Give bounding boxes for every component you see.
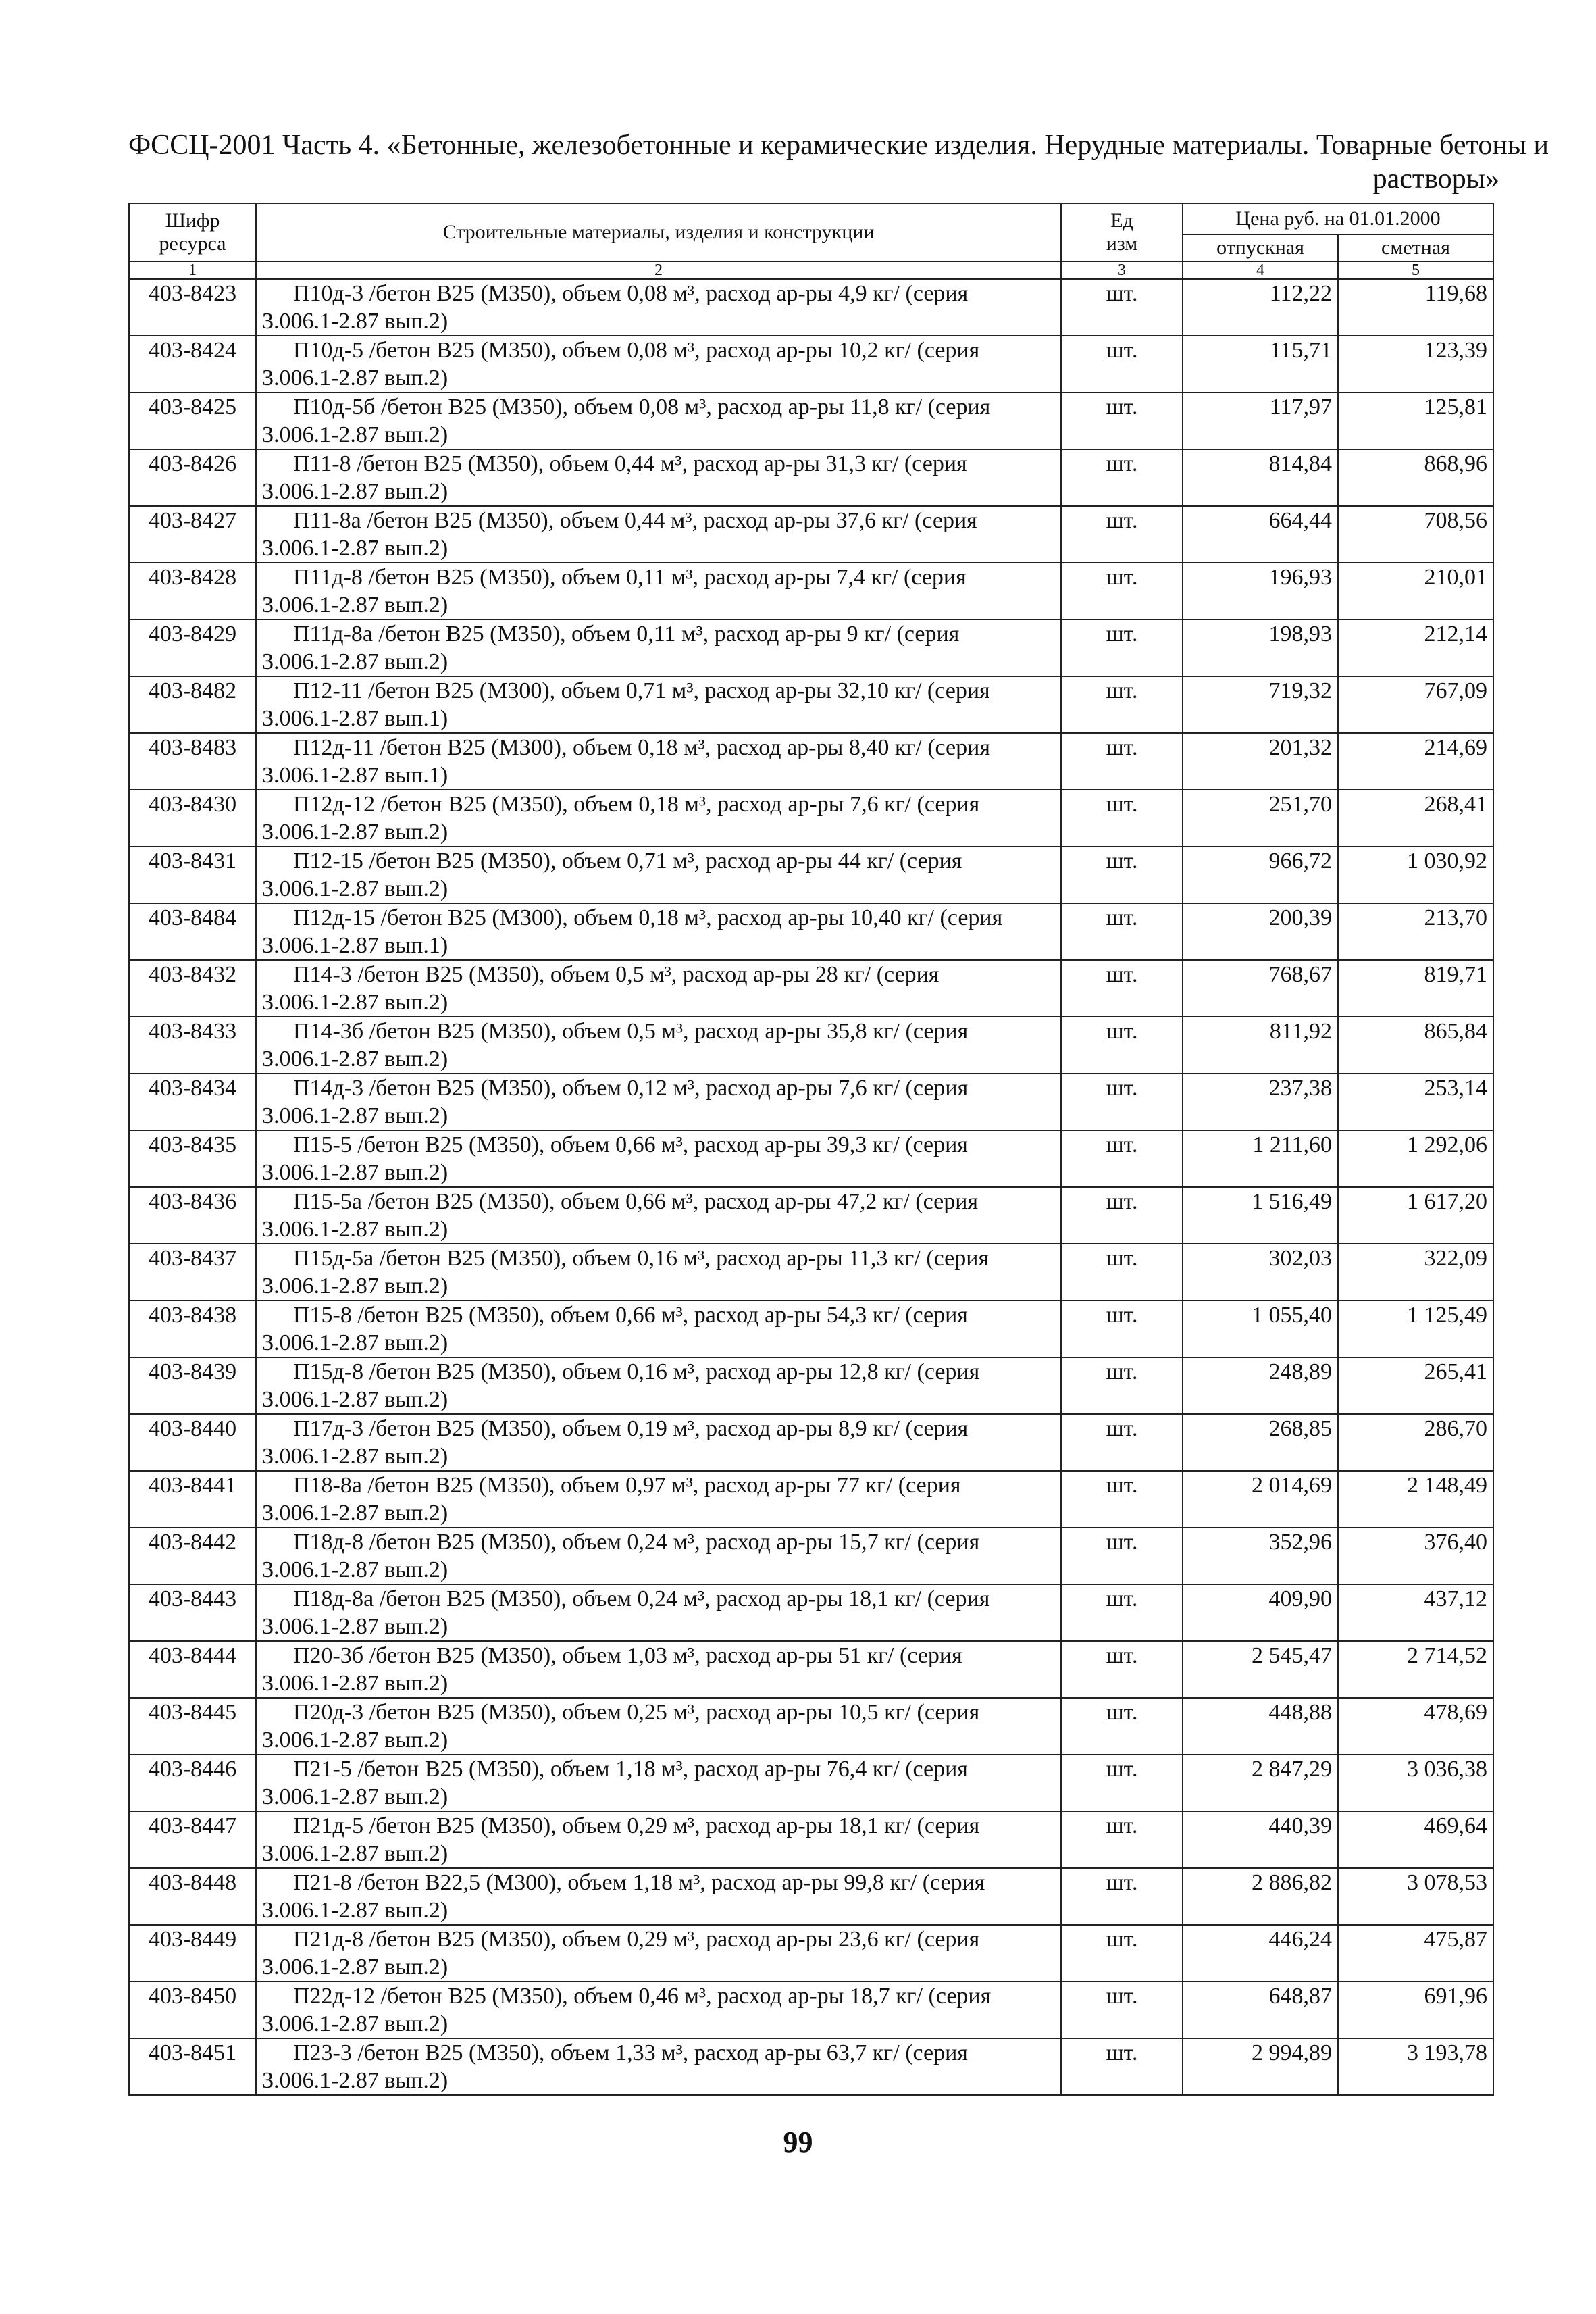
description-line: П15-5а /бетон В25 (М350), объем 0,66 м³, расход ар-ры 47,2 кг/ (серия	[293, 1189, 979, 1214]
column-numbers-row	[129, 261, 1493, 279]
material-description	[256, 336, 1061, 393]
resource-code: 403-8438	[129, 1301, 256, 1357]
material-description	[256, 2038, 1061, 2095]
table-row	[129, 903, 1493, 960]
table-row	[129, 1584, 1493, 1641]
description-line: П12д-12 /бетон В25 (М350), объем 0,18 м³, расход ар-ры 7,6 кг/ (серия	[293, 792, 980, 817]
description-line: П20-3б /бетон В25 (М350), объем 1,03 м³, расход ар-ры 51 кг/ (серия	[293, 1643, 962, 1668]
material-description	[256, 1811, 1061, 1868]
price-estimate: 469,64	[1338, 1811, 1493, 1868]
material-description	[256, 1357, 1061, 1414]
description-series: 3.006.1-2.87 вып.2)	[262, 1387, 448, 1412]
description-series: 3.006.1-2.87 вып.2)	[262, 1841, 448, 1866]
material-description	[256, 1301, 1061, 1357]
resource-code: 403-8429	[129, 620, 256, 676]
price-estimate: 2 148,49	[1338, 1471, 1493, 1528]
unit: шт.	[1061, 336, 1183, 393]
table-row	[129, 1755, 1493, 1811]
table-row	[129, 1414, 1493, 1471]
resource-code: 403-8437	[129, 1244, 256, 1301]
header-price-group: Цена руб. на 01.01.2000	[1183, 203, 1493, 234]
resource-code: 403-8427	[129, 506, 256, 563]
unit: шт.	[1061, 1017, 1183, 1074]
material-description	[256, 563, 1061, 620]
resource-code: 403-8451	[129, 2038, 256, 2095]
description-series: 3.006.1-2.87 вып.2)	[262, 1614, 448, 1639]
unit: шт.	[1061, 1528, 1183, 1584]
unit: шт.	[1061, 449, 1183, 506]
table-row	[129, 1074, 1493, 1130]
price-release: 446,24	[1183, 1925, 1338, 1982]
unit: шт.	[1061, 1755, 1183, 1811]
resource-code: 403-8426	[129, 449, 256, 506]
material-description	[256, 1471, 1061, 1528]
unit: шт.	[1061, 1074, 1183, 1130]
description-series: 3.006.1-2.87 вып.2)	[262, 1330, 448, 1355]
description-line: П11д-8 /бетон В25 (М350), объем 0,11 м³, расход ар-ры 7,4 кг/ (серия	[293, 565, 967, 590]
price-estimate: 865,84	[1338, 1017, 1493, 1074]
price-release: 2 545,47	[1183, 1641, 1338, 1698]
resource-code: 403-8444	[129, 1641, 256, 1698]
table-row	[129, 1471, 1493, 1528]
description-line: П14-3б /бетон В25 (М350), объем 0,5 м³, расход ар-ры 35,8 кг/ (серия	[293, 1019, 969, 1044]
description-line: П11д-8а /бетон В25 (М350), объем 0,11 м³, расход ар-ры 9 кг/ (серия	[293, 622, 960, 647]
price-estimate: 322,09	[1338, 1244, 1493, 1301]
price-estimate: 437,12	[1338, 1584, 1493, 1641]
material-description	[256, 1584, 1061, 1641]
table-row	[129, 960, 1493, 1017]
price-release: 352,96	[1183, 1528, 1338, 1584]
resource-code: 403-8424	[129, 336, 256, 393]
price-estimate: 214,69	[1338, 733, 1493, 790]
price-estimate: 1 617,20	[1338, 1187, 1493, 1244]
table-row	[129, 1868, 1493, 1925]
page-number: 99	[783, 2126, 813, 2159]
table-row	[129, 563, 1493, 620]
table-row	[129, 1244, 1493, 1301]
price-release: 251,70	[1183, 790, 1338, 847]
table-row	[129, 1130, 1493, 1187]
price-release: 1 211,60	[1183, 1130, 1338, 1187]
resource-code: 403-8428	[129, 563, 256, 620]
material-description	[256, 960, 1061, 1017]
unit: шт.	[1061, 1130, 1183, 1187]
material-description	[256, 1641, 1061, 1698]
description-line: П21д-8 /бетон В25 (М350), объем 0,29 м³, расход ар-ры 23,6 кг/ (серия	[293, 1927, 980, 1952]
description-series: 3.006.1-2.87 вып.1)	[262, 933, 448, 958]
material-description	[256, 1414, 1061, 1471]
price-release: 811,92	[1183, 1017, 1338, 1074]
price-release: 2 886,82	[1183, 1868, 1338, 1925]
description-series: 3.006.1-2.87 вып.2)	[262, 1501, 448, 1526]
price-estimate: 376,40	[1338, 1528, 1493, 1584]
price-estimate: 286,70	[1338, 1414, 1493, 1471]
description-series: 3.006.1-2.87 вып.2)	[262, 593, 448, 618]
price-release: 1 055,40	[1183, 1301, 1338, 1357]
price-release: 2 994,89	[1183, 2038, 1338, 2095]
description-line: П18д-8 /бетон В25 (М350), объем 0,24 м³, расход ар-ры 15,7 кг/ (серия	[293, 1530, 980, 1555]
table-row	[129, 1357, 1493, 1414]
price-estimate: 819,71	[1338, 960, 1493, 1017]
unit: шт.	[1061, 393, 1183, 449]
unit: шт.	[1061, 2038, 1183, 2095]
unit: шт.	[1061, 790, 1183, 847]
description-line: П21-5 /бетон В25 (М350), объем 1,18 м³, расход ар-ры 76,4 кг/ (серия	[293, 1757, 968, 1782]
price-release: 268,85	[1183, 1414, 1338, 1471]
column-number: 2	[256, 261, 1061, 279]
document-header	[128, 128, 1549, 196]
unit: шт.	[1061, 733, 1183, 790]
description-series: 3.006.1-2.87 вып.2)	[262, 366, 448, 391]
description-line: П10д-5б /бетон В25 (М350), объем 0,08 м³, расход ар-ры 11,8 кг/ (серия	[293, 395, 991, 420]
unit: шт.	[1061, 847, 1183, 903]
resource-code: 403-8431	[129, 847, 256, 903]
unit: шт.	[1061, 1244, 1183, 1301]
description-series: 3.006.1-2.87 вып.2)	[262, 309, 448, 334]
price-estimate: 265,41	[1338, 1357, 1493, 1414]
price-release: 196,93	[1183, 563, 1338, 620]
header-unit: Ед изм	[1061, 203, 1183, 261]
description-series: 3.006.1-2.87 вып.2)	[262, 1274, 448, 1299]
material-description	[256, 1528, 1061, 1584]
price-release: 200,39	[1183, 903, 1338, 960]
unit: шт.	[1061, 1187, 1183, 1244]
price-estimate: 1 030,92	[1338, 847, 1493, 903]
header-title-line2: растворы»	[1372, 164, 1499, 195]
material-description	[256, 1925, 1061, 1982]
unit: шт.	[1061, 1584, 1183, 1641]
price-estimate: 212,14	[1338, 620, 1493, 676]
table-row	[129, 1301, 1493, 1357]
description-line: П11-8а /бетон В25 (М350), объем 0,44 м³, расход ар-ры 37,6 кг/ (серия	[293, 508, 977, 533]
table-row	[129, 1187, 1493, 1244]
price-estimate: 1 292,06	[1338, 1130, 1493, 1187]
price-estimate: 253,14	[1338, 1074, 1493, 1130]
description-series: 3.006.1-2.87 вып.2)	[262, 990, 448, 1015]
material-description	[256, 1982, 1061, 2038]
description-line: П21-8 /бетон В22,5 (М300), объем 1,18 м³, расход ар-ры 99,8 кг/ (серия	[293, 1870, 985, 1895]
price-estimate: 123,39	[1338, 336, 1493, 393]
description-line: П20д-3 /бетон В25 (М350), объем 0,25 м³, расход ар-ры 10,5 кг/ (серия	[293, 1700, 980, 1725]
description-line: П21д-5 /бетон В25 (М350), объем 0,29 м³, расход ар-ры 18,1 кг/ (серия	[293, 1813, 980, 1838]
table-row	[129, 1017, 1493, 1074]
description-series: 3.006.1-2.87 вып.2)	[262, 1784, 448, 1809]
resource-code: 403-8434	[129, 1074, 256, 1130]
resource-code: 403-8433	[129, 1017, 256, 1074]
price-estimate: 708,56	[1338, 506, 1493, 563]
price-release: 966,72	[1183, 847, 1338, 903]
unit: шт.	[1061, 1982, 1183, 2038]
unit: шт.	[1061, 563, 1183, 620]
price-estimate: 1 125,49	[1338, 1301, 1493, 1357]
column-number: 4	[1183, 261, 1338, 279]
header-code: Шифр ресурса	[129, 203, 256, 261]
material-description	[256, 1074, 1061, 1130]
description-line: П10д-5 /бетон В25 (М350), объем 0,08 м³, расход ар-ры 10,2 кг/ (серия	[293, 338, 980, 363]
table-row	[129, 790, 1493, 847]
description-series: 3.006.1-2.87 вып.2)	[262, 1728, 448, 1753]
description-line: П12-15 /бетон В25 (М350), объем 0,71 м³, расход ар-ры 44 кг/ (серия	[293, 849, 962, 874]
table-row	[129, 279, 1493, 336]
material-description	[256, 1017, 1061, 1074]
price-release: 440,39	[1183, 1811, 1338, 1868]
table-row	[129, 2038, 1493, 2095]
description-series: 3.006.1-2.87 вып.2)	[262, 1671, 448, 1696]
description-series: 3.006.1-2.87 вып.1)	[262, 706, 448, 731]
material-description	[256, 449, 1061, 506]
material-description	[256, 903, 1061, 960]
price-release: 664,44	[1183, 506, 1338, 563]
material-description	[256, 506, 1061, 563]
table-row	[129, 1925, 1493, 1982]
price-estimate: 478,69	[1338, 1698, 1493, 1755]
resource-code: 403-8425	[129, 393, 256, 449]
description-line: П22д-12 /бетон В25 (М350), объем 0,46 м³, расход ар-ры 18,7 кг/ (серия	[293, 1984, 992, 2009]
unit: шт.	[1061, 506, 1183, 563]
material-description	[256, 279, 1061, 336]
description-line: П10д-3 /бетон В25 (М350), объем 0,08 м³, расход ар-ры 4,9 кг/ (серия	[293, 281, 969, 306]
resource-code: 403-8440	[129, 1414, 256, 1471]
price-estimate: 125,81	[1338, 393, 1493, 449]
unit: шт.	[1061, 676, 1183, 733]
description-series: 3.006.1-2.87 вып.2)	[262, 1103, 448, 1128]
description-series: 3.006.1-2.87 вып.2)	[262, 1955, 448, 1980]
material-description	[256, 1187, 1061, 1244]
price-release: 117,97	[1183, 393, 1338, 449]
table-row	[129, 1811, 1493, 1868]
description-line: П15д-8 /бетон В25 (М350), объем 0,16 м³, расход ар-ры 12,8 кг/ (серия	[293, 1359, 980, 1384]
price-release: 112,22	[1183, 279, 1338, 336]
material-description	[256, 733, 1061, 790]
description-line: П18-8а /бетон В25 (М350), объем 0,97 м³, расход ар-ры 77 кг/ (серия	[293, 1473, 961, 1498]
price-release: 302,03	[1183, 1244, 1338, 1301]
material-description	[256, 1755, 1061, 1811]
unit: шт.	[1061, 1868, 1183, 1925]
header-description: Строительные материалы, изделия и конструкции	[256, 203, 1061, 261]
description-series: 3.006.1-2.87 вып.2)	[262, 649, 448, 674]
column-number: 3	[1061, 261, 1183, 279]
price-table	[128, 203, 1494, 2096]
unit: шт.	[1061, 620, 1183, 676]
resource-code: 403-8435	[129, 1130, 256, 1187]
resource-code: 403-8430	[129, 790, 256, 847]
price-estimate: 3 078,53	[1338, 1868, 1493, 1925]
table-row	[129, 1982, 1493, 2038]
unit: шт.	[1061, 279, 1183, 336]
price-release: 448,88	[1183, 1698, 1338, 1755]
table-row	[129, 676, 1493, 733]
description-line: П15-5 /бетон В25 (М350), объем 0,66 м³, расход ар-ры 39,3 кг/ (серия	[293, 1132, 968, 1157]
header-title-line1: ФССЦ-2001 Часть 4. «Бетонные, железобетонные и керамические изделия. Нерудные материалы. Товарные бетоны и	[128, 130, 1549, 161]
price-release: 2 014,69	[1183, 1471, 1338, 1528]
material-description	[256, 1698, 1061, 1755]
price-estimate: 868,96	[1338, 449, 1493, 506]
resource-code: 403-8484	[129, 903, 256, 960]
description-series: 3.006.1-2.87 вып.2)	[262, 2068, 448, 2093]
resource-code: 403-8446	[129, 1755, 256, 1811]
resource-code: 403-8432	[129, 960, 256, 1017]
resource-code: 403-8441	[129, 1471, 256, 1528]
description-line: П12-11 /бетон В25 (М300), объем 0,71 м³, расход ар-ры 32,10 кг/ (серия	[293, 678, 990, 703]
table-row	[129, 620, 1493, 676]
description-series: 3.006.1-2.87 вып.2)	[262, 820, 448, 845]
unit: шт.	[1061, 1301, 1183, 1357]
table-row	[129, 449, 1493, 506]
material-description	[256, 847, 1061, 903]
price-release: 768,67	[1183, 960, 1338, 1017]
resource-code: 403-8445	[129, 1698, 256, 1755]
header-price-release: отпускная	[1183, 234, 1338, 261]
description-series: 3.006.1-2.87 вып.2)	[262, 1217, 448, 1242]
table-row	[129, 1698, 1493, 1755]
price-release: 719,32	[1183, 676, 1338, 733]
price-estimate: 767,09	[1338, 676, 1493, 733]
table-row	[129, 336, 1493, 393]
price-estimate: 3 036,38	[1338, 1755, 1493, 1811]
material-description	[256, 620, 1061, 676]
description-series: 3.006.1-2.87 вып.2)	[262, 2011, 448, 2036]
description-series: 3.006.1-2.87 вып.2)	[262, 1898, 448, 1923]
resource-code: 403-8443	[129, 1584, 256, 1641]
resource-code: 403-8442	[129, 1528, 256, 1584]
unit: шт.	[1061, 1698, 1183, 1755]
price-release: 1 516,49	[1183, 1187, 1338, 1244]
table-row	[129, 506, 1493, 563]
unit: шт.	[1061, 1925, 1183, 1982]
description-line: П12д-11 /бетон В25 (М300), объем 0,18 м³, расход ар-ры 8,40 кг/ (серия	[293, 735, 990, 760]
material-description	[256, 1130, 1061, 1187]
price-release: 2 847,29	[1183, 1755, 1338, 1811]
description-line: П18д-8а /бетон В25 (М350), объем 0,24 м³, расход ар-ры 18,1 кг/ (серия	[293, 1586, 990, 1611]
price-release: 648,87	[1183, 1982, 1338, 2038]
price-estimate: 268,41	[1338, 790, 1493, 847]
unit: шт.	[1061, 960, 1183, 1017]
resource-code: 403-8449	[129, 1925, 256, 1982]
price-estimate: 210,01	[1338, 563, 1493, 620]
price-release: 248,89	[1183, 1357, 1338, 1414]
material-description	[256, 1244, 1061, 1301]
resource-code: 403-8423	[129, 279, 256, 336]
description-line: П14д-3 /бетон В25 (М350), объем 0,12 м³, расход ар-ры 7,6 кг/ (серия	[293, 1076, 969, 1101]
table-row	[129, 847, 1493, 903]
description-series: 3.006.1-2.87 вып.2)	[262, 422, 448, 447]
column-number: 1	[129, 261, 256, 279]
resource-code: 403-8450	[129, 1982, 256, 2038]
price-release: 115,71	[1183, 336, 1338, 393]
description-series: 3.006.1-2.87 вып.1)	[262, 763, 448, 788]
price-release: 814,84	[1183, 449, 1338, 506]
price-release: 201,32	[1183, 733, 1338, 790]
price-estimate: 475,87	[1338, 1925, 1493, 1982]
material-description	[256, 393, 1061, 449]
table-row	[129, 393, 1493, 449]
description-series: 3.006.1-2.87 вып.2)	[262, 1047, 448, 1072]
unit: шт.	[1061, 1811, 1183, 1868]
description-line: П12д-15 /бетон В25 (М300), объем 0,18 м³, расход ар-ры 10,40 кг/ (серия	[293, 905, 1003, 930]
price-estimate: 3 193,78	[1338, 2038, 1493, 2095]
description-line: П23-3 /бетон В25 (М350), объем 1,33 м³, расход ар-ры 63,7 кг/ (серия	[293, 2040, 968, 2065]
resource-code: 403-8447	[129, 1811, 256, 1868]
unit: шт.	[1061, 1357, 1183, 1414]
header-price-estimate: сметная	[1338, 234, 1493, 261]
table-row	[129, 733, 1493, 790]
resource-code: 403-8483	[129, 733, 256, 790]
description-series: 3.006.1-2.87 вып.2)	[262, 876, 448, 901]
unit: шт.	[1061, 1641, 1183, 1698]
description-line: П17д-3 /бетон В25 (М350), объем 0,19 м³, расход ар-ры 8,9 кг/ (серия	[293, 1416, 969, 1441]
description-series: 3.006.1-2.87 вып.2)	[262, 1557, 448, 1582]
unit: шт.	[1061, 1414, 1183, 1471]
material-description	[256, 1868, 1061, 1925]
resource-code: 403-8439	[129, 1357, 256, 1414]
column-number: 5	[1338, 261, 1493, 279]
price-release: 409,90	[1183, 1584, 1338, 1641]
table-row	[129, 1641, 1493, 1698]
description-line: П11-8 /бетон В25 (М350), объем 0,44 м³, расход ар-ры 31,3 кг/ (серия	[293, 451, 967, 476]
resource-code: 403-8482	[129, 676, 256, 733]
price-estimate: 2 714,52	[1338, 1641, 1493, 1698]
description-series: 3.006.1-2.87 вып.2)	[262, 1160, 448, 1185]
price-release: 198,93	[1183, 620, 1338, 676]
resource-code: 403-8448	[129, 1868, 256, 1925]
price-estimate: 691,96	[1338, 1982, 1493, 2038]
unit: шт.	[1061, 1471, 1183, 1528]
description-series: 3.006.1-2.87 вып.2)	[262, 536, 448, 561]
description-line: П15д-5а /бетон В25 (М350), объем 0,16 м³, расход ар-ры 11,3 кг/ (серия	[293, 1246, 989, 1271]
material-description	[256, 790, 1061, 847]
price-estimate: 213,70	[1338, 903, 1493, 960]
description-line: П15-8 /бетон В25 (М350), объем 0,66 м³, расход ар-ры 54,3 кг/ (серия	[293, 1303, 968, 1328]
resource-code: 403-8436	[129, 1187, 256, 1244]
unit: шт.	[1061, 903, 1183, 960]
table-row	[129, 1528, 1493, 1584]
price-estimate: 119,68	[1338, 279, 1493, 336]
price-release: 237,38	[1183, 1074, 1338, 1130]
material-description	[256, 676, 1061, 733]
description-line: П14-3 /бетон В25 (М350), объем 0,5 м³, расход ар-ры 28 кг/ (серия	[293, 962, 939, 987]
description-series: 3.006.1-2.87 вып.2)	[262, 479, 448, 504]
description-series: 3.006.1-2.87 вып.2)	[262, 1444, 448, 1469]
